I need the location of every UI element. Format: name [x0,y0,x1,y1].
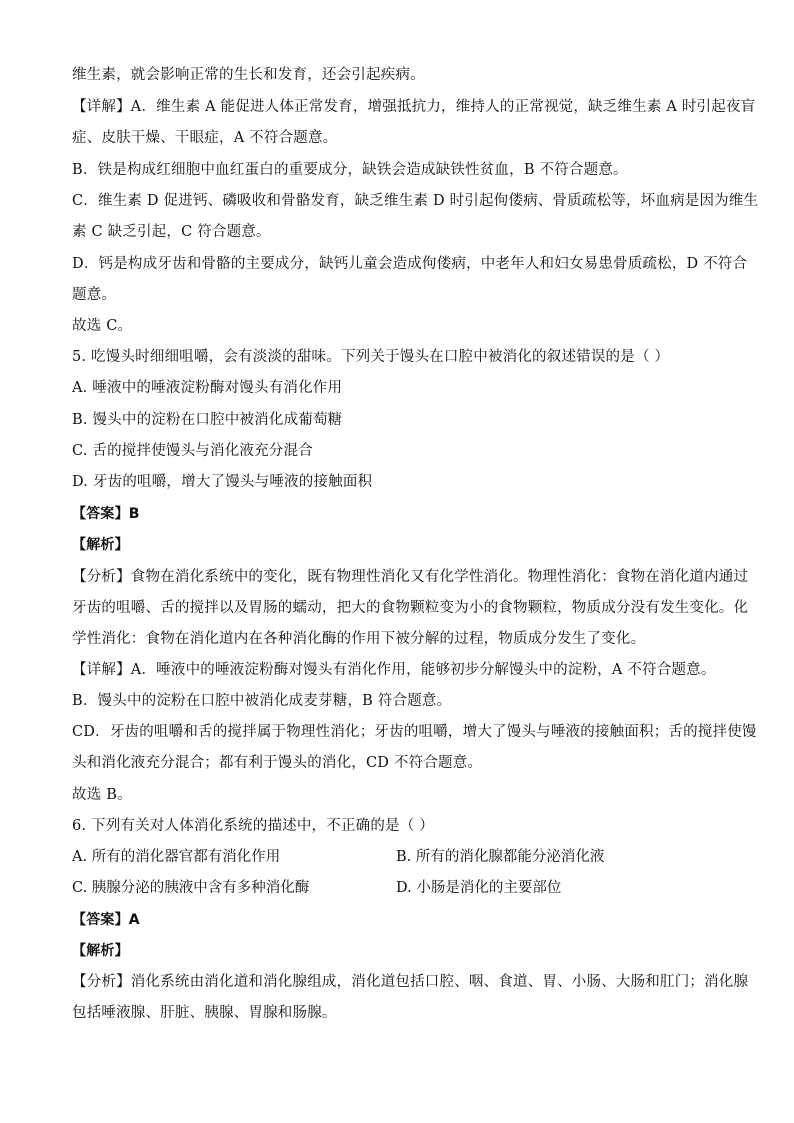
text-line: CD．牙齿的咀嚼和舌的搅拌属于物理性消化；牙齿的咀嚼，增大了馒头与唾液的接触面积；舌的搅拌使馒 [72,724,757,740]
text-line: B．铁是构成红细胞中血红蛋白的重要成分，缺铁会造成缺铁性贫血，B 不符合题意。 [72,162,628,178]
option-line: C. 舌的搅拌使馒头与消化液充分混合 [72,443,313,459]
analysis-heading: 【解析】 [72,943,129,959]
answer-label: 【答案】A [72,912,140,928]
answer-label: 【答案】B [72,506,140,522]
text-line: 【详解】A．维生素 A 能促进人体正常发育，增强抵抗力，维持人的正常视觉，缺乏维生素 A 时引起夜盲 [72,99,756,115]
text-line: D．钙是构成牙齿和骨骼的主要成分，缺钙儿童会造成佝偻病，中老年人和妇女易患骨质疏松，D 不符合 [72,256,748,272]
text-line: 维生素，就会影响正常的生长和发育，还会引起疾病。 [72,67,425,83]
text-line: B．馒头中的淀粉在口腔中被消化成麦芽糖，B 符合题意。 [72,693,452,709]
question-6-stem: 6. 下列有关对人体消化系统的描述中，不正确的是（ ） [72,818,434,834]
question-5-stem: 5. 吃馒头时细细咀嚼，会有淡淡的甜味。下列关于馒头在口腔中被消化的叙述错误的是（ ） [72,349,670,365]
option-a: A. 所有的消化器官都有消化作用 [72,849,281,865]
text-line: 【分析】消化系统由消化道和消化腺组成，消化道包括口腔、咽、食道、胃、小肠、大肠和肛门；消化腺 [72,974,749,990]
text-line: 【详解】A．唾液中的唾液淀粉酶对馒头有消化作用，能够初步分解馒头中的淀粉，A 不符合题意。 [72,662,716,678]
text-line: 头和消化液充分混合；都有利于馒头的消化，CD 不符合题意。 [72,755,483,771]
text-line: 题意。 [72,287,117,303]
text-line: C．维生素 D 促进钙、磷吸收和骨骼发育，缺乏维生素 D 时引起佝偻病、骨质疏松等，坏血病是因为维生 [72,193,759,209]
text-line: 【分析】食物在消化系统中的变化，既有物理性消化又有化学性消化。物理性消化：食物在消化道内通过 [72,569,749,585]
option-line: D. 牙齿的咀嚼，增大了馒头与唾液的接触面积 [72,474,373,490]
option-d: D. 小肠是消化的主要部位 [396,880,562,896]
text-line: 故选 B。 [72,787,132,803]
option-c: C. 胰腺分泌的胰液中含有多种消化酶 [72,880,310,896]
text-line: 症、皮肤干燥、干眼症，A 不符合题意。 [72,130,338,146]
text-line: 素 C 缺乏引起，C 符合题意。 [72,224,271,240]
analysis-heading: 【解析】 [72,537,129,553]
option-line: B. 馒头中的淀粉在口腔中被消化成葡萄糖 [72,412,343,428]
text-line: 包括唾液腺、肝脏、胰腺、胃腺和肠腺。 [72,1005,337,1021]
text-line: 牙齿的咀嚼、舌的搅拌以及胃肠的蠕动，把大的食物颗粒变为小的食物颗粒，物质成分没有发生变化。化 [72,600,749,616]
text-line: 学性消化：食物在消化道内在各种消化酶的作用下被分解的过程，物质成分发生了变化。 [72,631,646,647]
text-line: 故选 C。 [72,318,133,334]
option-line: A. 唾液中的唾液淀粉酶对馒头有消化作用 [72,380,343,396]
option-b: B. 所有的消化腺都能分泌消化液 [396,849,605,865]
